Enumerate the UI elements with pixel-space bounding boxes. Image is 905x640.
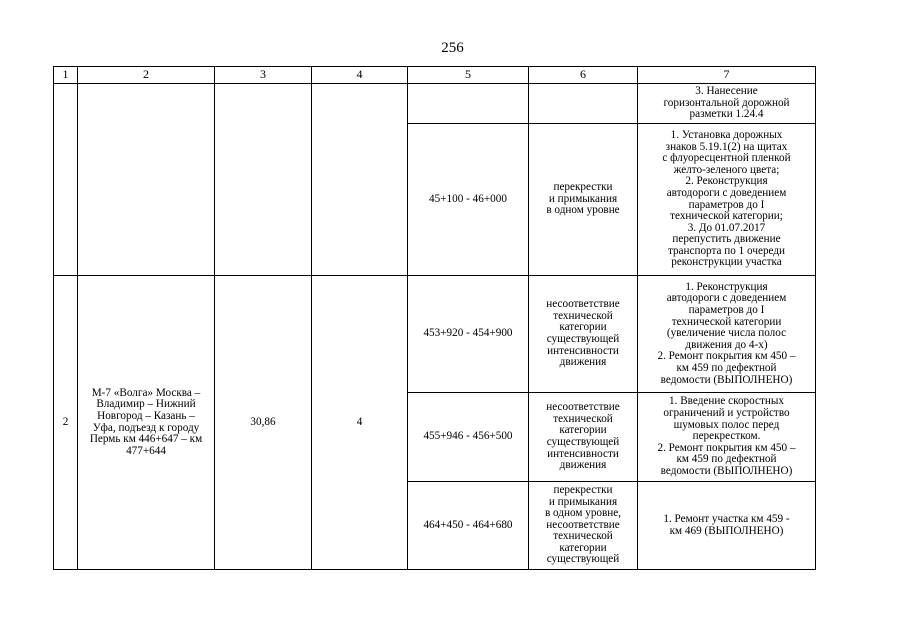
cell-road [78,84,215,276]
header-col-2: 2 [78,67,215,84]
header-col-6: 6 [529,67,638,84]
cell-road: М-7 «Волга» Москва – Владимир – Нижний Новгород – Казань – Уфа, подъезд к городу Пермь км 446+647 – км 477+644 [78,276,215,570]
cell-measures: 1. Ремонт участка км 459 - км 469 (ВЫПОЛНЕНО) [638,482,816,570]
cell-num [54,84,78,276]
table-row [54,84,816,124]
cell-length [215,84,312,276]
page-number: 256 [441,40,464,56]
cell-reason: несоответствие технической категории существующей интенсивности движения [529,393,638,482]
header-row [54,67,816,84]
cell-km: 455+946 - 456+500 [408,393,529,482]
cell-km [408,84,529,124]
cell-num: 2 [54,276,78,570]
cell-km: 464+450 - 464+680 [408,482,529,570]
header-col-1: 1 [54,67,78,84]
cell-measures: 1. Введение скоростных ограничений и устройство шумовых полос перед перекрестком. 2. Ремонт покрытия км 450 – км 459 по дефектной ведомости (ВЫПОЛНЕНО) [638,393,816,482]
cell-measures: 3. Нанесение горизонтальной дорожной разметки 1.24.4 [638,84,816,124]
header-col-3: 3 [215,67,312,84]
header-col-4: 4 [312,67,408,84]
cell-km: 45+100 - 46+000 [408,124,529,276]
cell-reason: перекрестки и примыкания в одном уровне [529,124,638,276]
header-col-5: 5 [408,67,529,84]
cell-measures: 1. Установка дорожных знаков 5.19.1(2) на щитах с флуоресцентной пленкой желто-зеленого цвета; 2. Реконструкция автодороги с доведением параметров до I технической категории; 3. До 01.07.2017 перепустить движение транспорта по 1 очереди реконструкции участка [638,124,816,276]
cell-category [312,84,408,276]
road-measures-table [53,66,816,570]
cell-reason: перекрестки и примыкания в одном уровне, несоответствие технической категории существующей [529,482,638,570]
cell-reason: несоответствие технической категории существующей интенсивности движения [529,276,638,393]
header-col-7: 7 [638,67,816,84]
cell-category: 4 [312,276,408,570]
cell-reason [529,84,638,124]
cell-measures: 1. Реконструкция автодороги с доведением параметров до I технической категории (увеличение числа полос движения до 4-х) 2. Ремонт покрытия км 450 – км 459 по дефектной ведомости (ВЫПОЛНЕНО) [638,276,816,393]
table-row [54,276,816,393]
cell-length: 30,86 [215,276,312,570]
cell-km: 453+920 - 454+900 [408,276,529,393]
